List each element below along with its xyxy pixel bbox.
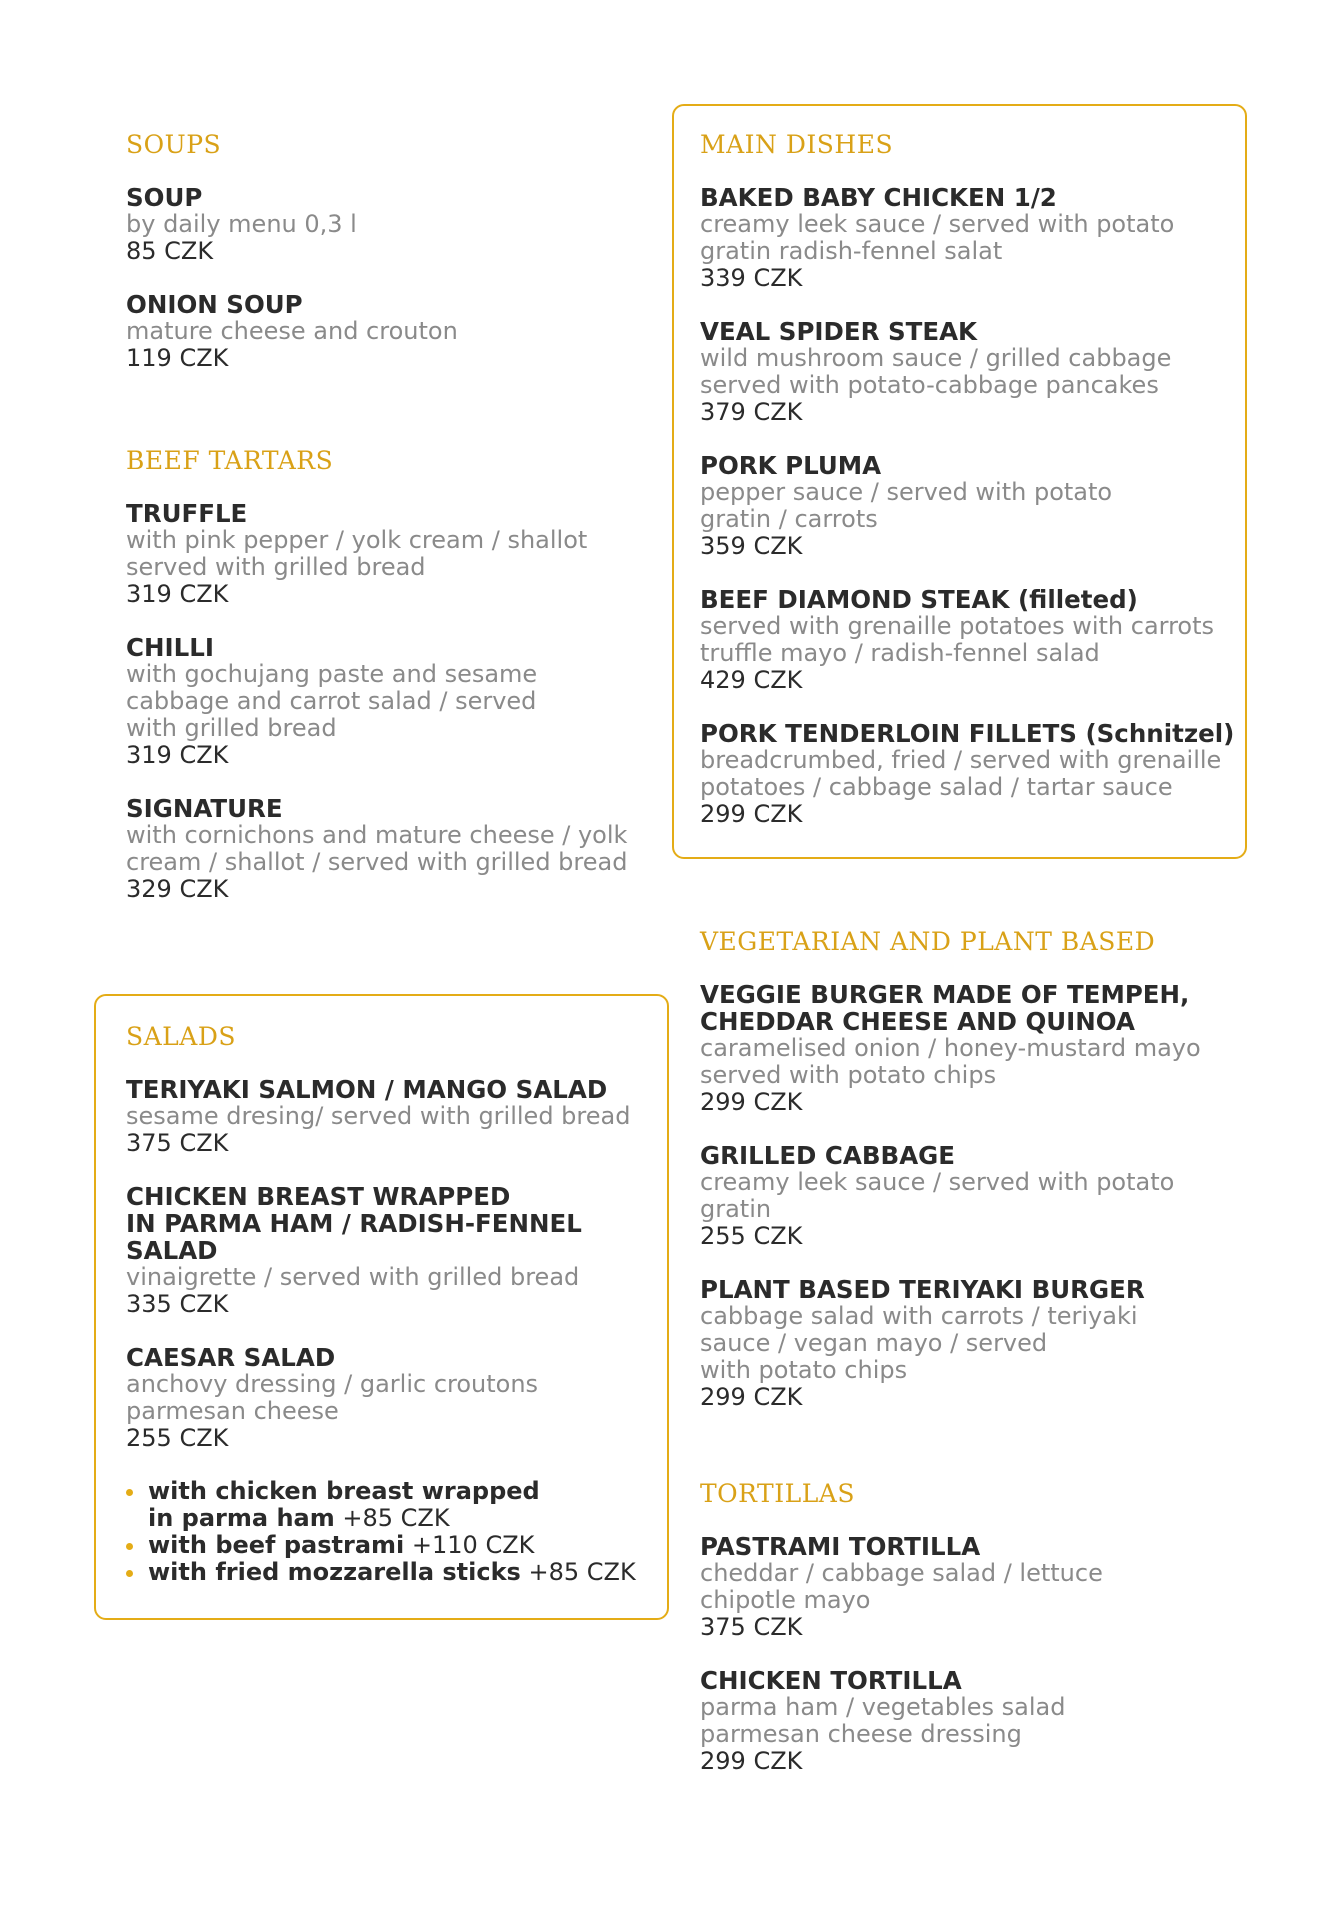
salad-addons-list xyxy=(126,1478,686,1586)
vegetarian-title: VEGETARIAN AND PLANT BASED xyxy=(700,927,1156,956)
item-price: 255 CZK xyxy=(126,1424,229,1452)
item-description: wild mushroom sauce / grilled cabbage served with potato-cabbage pancakes xyxy=(700,344,1172,399)
item-price: 299 CZK xyxy=(700,1747,803,1775)
menu-item xyxy=(700,1142,1260,1250)
menu-item xyxy=(700,1533,1260,1641)
menu-item xyxy=(700,1667,1260,1775)
right-column xyxy=(700,128,1240,1775)
item-description: creamy leek sauce / served with potato gratin xyxy=(700,1168,1175,1223)
item-price: 375 CZK xyxy=(700,1613,803,1641)
menu-item xyxy=(700,1276,1260,1411)
menu-item xyxy=(700,452,1240,560)
item-name: SOUP xyxy=(126,183,203,212)
item-name: TERIYAKI SALMON / MANGO SALAD xyxy=(126,1075,608,1104)
salads-title: SALADS xyxy=(126,1022,237,1051)
menu-item xyxy=(126,184,666,265)
menu-item xyxy=(126,1183,686,1318)
item-description: with gochujang paste and sesame cabbage and carrot salad / served with grilled bread xyxy=(126,660,538,742)
left-column xyxy=(126,128,666,1586)
item-description: sesame dresing/ served with grilled bread xyxy=(126,1102,631,1130)
soups-section xyxy=(126,128,666,372)
item-name: BAKED BABY CHICKEN 1/2 xyxy=(700,183,1057,212)
item-description: vinaigrette / served with grilled bread xyxy=(126,1263,580,1291)
vegetarian-section xyxy=(700,925,1260,1437)
item-price: 429 CZK xyxy=(700,666,803,694)
tortillas-section xyxy=(700,1477,1260,1801)
item-description: breadcrumbed, fried / served with grenaille potatoes / cabbage salad / tartar sauce xyxy=(700,746,1222,801)
menu-item xyxy=(700,981,1260,1116)
item-name: CAESAR SALAD xyxy=(126,1343,336,1372)
item-price: 375 CZK xyxy=(126,1129,229,1157)
item-name: VEAL SPIDER STEAK xyxy=(700,317,978,346)
tortillas-title: TORTILLAS xyxy=(700,1479,855,1508)
main-dishes-title: MAIN DISHES xyxy=(700,130,894,159)
menu-item xyxy=(700,586,1240,694)
item-name: PASTRAMI TORTILLA xyxy=(700,1532,981,1561)
soups-title: SOUPS xyxy=(126,130,222,159)
item-description: with cornichons and mature cheese / yolk cream / shallot / served with grilled bread xyxy=(126,821,628,876)
menu-item xyxy=(126,500,666,608)
menu-item xyxy=(700,720,1240,828)
bullet-icon xyxy=(126,1489,133,1496)
bullet-icon xyxy=(126,1570,133,1577)
item-price: 339 CZK xyxy=(700,264,803,292)
menu-item xyxy=(700,184,1240,292)
addon-item xyxy=(126,1532,686,1559)
addon-price: +85 CZK xyxy=(528,1558,636,1586)
item-name: PLANT BASED TERIYAKI BURGER xyxy=(700,1275,1145,1304)
item-price: 359 CZK xyxy=(700,532,803,560)
item-price: 319 CZK xyxy=(126,580,229,608)
item-description: with pink pepper / yolk cream / shallot served with grilled bread xyxy=(126,526,588,581)
menu-item xyxy=(126,634,666,769)
addon-price: +85 CZK xyxy=(342,1504,450,1532)
item-price: 319 CZK xyxy=(126,741,229,769)
item-price: 255 CZK xyxy=(700,1222,803,1250)
item-description: cabbage salad with carrots / teriyaki sauce / vegan mayo / served with potato chips xyxy=(700,1302,1138,1384)
item-name: PORK PLUMA xyxy=(700,451,882,480)
item-description: mature cheese and crouton xyxy=(126,317,458,345)
addon-label: with beef pastrami xyxy=(148,1531,405,1559)
item-description: by daily menu 0,3 l xyxy=(126,210,357,238)
item-price: 329 CZK xyxy=(126,875,229,903)
addon-item xyxy=(126,1478,686,1532)
beef-tartars-title: BEEF TARTARS xyxy=(126,446,334,475)
item-name: CHICKEN TORTILLA xyxy=(700,1666,962,1695)
item-price: 299 CZK xyxy=(700,1383,803,1411)
item-description: pepper sauce / served with potato gratin / carrots xyxy=(700,478,1113,533)
item-name: TRUFFLE xyxy=(126,499,248,528)
item-name: CHILLI xyxy=(126,633,214,662)
item-price: 85 CZK xyxy=(126,237,214,265)
item-name: GRILLED CABBAGE xyxy=(700,1141,956,1170)
addon-label: with fried mozzarella sticks xyxy=(148,1558,521,1586)
addon-label: with chicken breast wrapped in parma ham xyxy=(148,1477,540,1532)
item-name: PORK TENDERLOIN FILLETS (Schnitzel) xyxy=(700,719,1235,748)
item-price: 335 CZK xyxy=(126,1290,229,1318)
menu-item xyxy=(126,291,666,372)
item-description: caramelised onion / honey-mustard mayo served with potato chips xyxy=(700,1034,1201,1089)
item-description: served with grenaille potatoes with carrots truffle mayo / radish-fennel salad xyxy=(700,612,1215,667)
item-name: SIGNATURE xyxy=(126,794,283,823)
menu-item xyxy=(126,1344,686,1452)
menu-item xyxy=(126,1076,686,1157)
item-name: ONION SOUP xyxy=(126,290,303,319)
item-description: anchovy dressing / garlic croutons parmesan cheese xyxy=(126,1370,539,1425)
menu-item xyxy=(700,318,1240,426)
beef-tartars-section xyxy=(126,444,666,903)
main-dishes-section xyxy=(700,128,1240,828)
item-description: creamy leek sauce / served with potato gratin radish-fennel salat xyxy=(700,210,1175,265)
bullet-icon xyxy=(126,1543,133,1550)
item-price: 379 CZK xyxy=(700,398,803,426)
item-description: cheddar / cabbage salad / lettuce chipotle mayo xyxy=(700,1559,1103,1614)
salads-section xyxy=(126,1020,686,1586)
item-name: BEEF DIAMOND STEAK (filleted) xyxy=(700,585,1138,614)
item-description: parma ham / vegetables salad parmesan cheese dressing xyxy=(700,1693,1066,1748)
item-price: 299 CZK xyxy=(700,1088,803,1116)
menu-item xyxy=(126,795,666,903)
item-name: CHICKEN BREAST WRAPPED IN PARMA HAM / RADISH-FENNEL SALAD xyxy=(126,1182,582,1265)
item-name: VEGGIE BURGER MADE OF TEMPEH, CHEDDAR CHEESE AND QUINOA xyxy=(700,980,1190,1036)
addon-price: +110 CZK xyxy=(411,1531,535,1559)
item-price: 299 CZK xyxy=(700,800,803,828)
item-price: 119 CZK xyxy=(126,344,229,372)
addon-item xyxy=(126,1559,686,1586)
